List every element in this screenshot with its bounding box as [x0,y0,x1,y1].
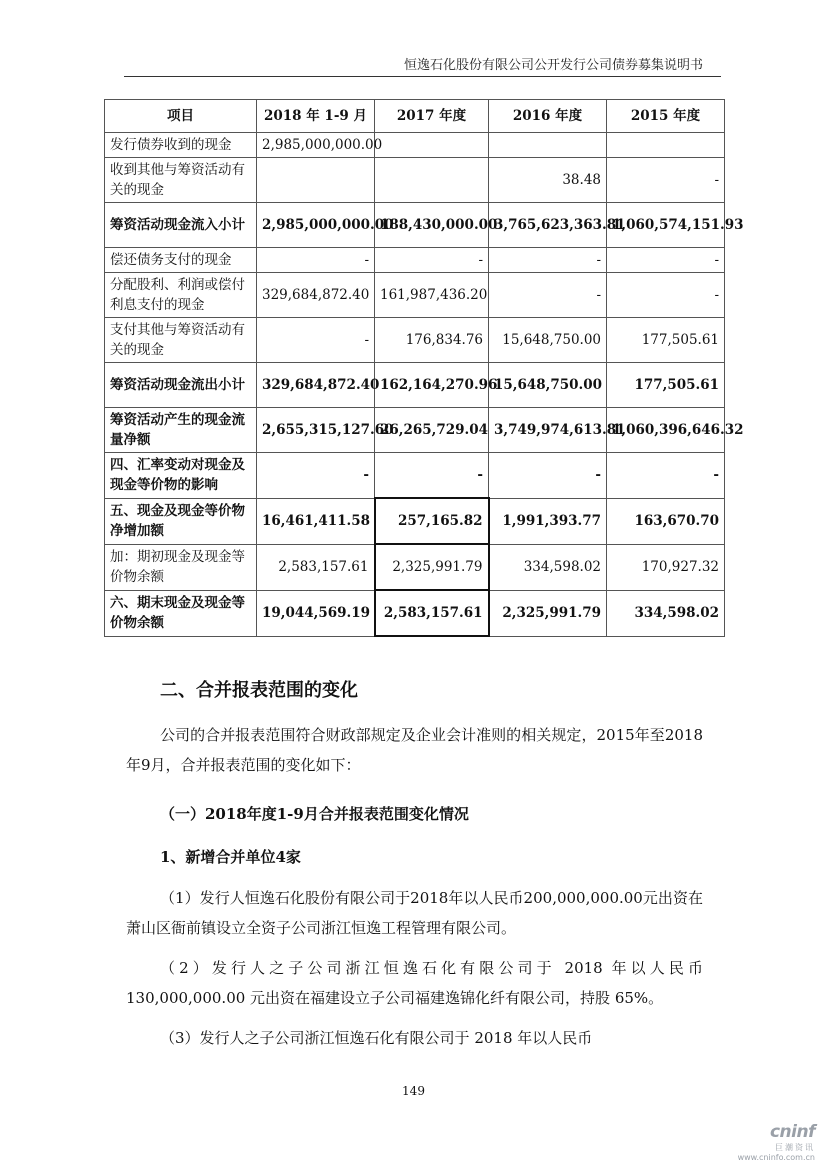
row-label: 五、现金及现金等价物净增加额 [105,498,257,544]
row-label: 六、期末现金及现金等价物余额 [105,590,257,636]
table-cell: 162,164,270.96 [375,363,489,408]
list-item: （1）发行人恒逸石化股份有限公司于2018年以人民币200,000,000.00元出资在萧山区衙前镇设立全资子公司浙江恒逸工程管理有限公司。 [126,889,703,937]
table-cell: - [607,248,725,273]
header-divider [124,76,721,77]
column-header: 2017 年度 [375,100,489,133]
table-cell [607,133,725,158]
logo-url: www.cninfo.com.cn [737,1153,815,1162]
table-cell: 188,430,000.00 [375,203,489,248]
table-cell-highlighted: 257,165.82 [375,498,489,544]
table-row [105,498,725,544]
table-cell: - [607,273,725,318]
table-cell [257,158,375,203]
table-row [105,203,725,248]
section-intro-paragraph: 公司的合并报表范围符合财政部规定及企业会计准则的相关规定，2015年至2018年9月，合并报表范围的变化如下： [126,726,703,774]
table-cell: 3,749,974,613.81 [489,408,607,453]
table-cell: 1,991,393.77 [489,498,607,544]
row-label: 发行债券收到的现金 [105,133,257,158]
table-header-row [105,100,725,133]
column-header: 2018 年 1-9 月 [257,100,375,133]
row-label: 筹资活动产生的现金流量净额 [105,408,257,453]
list-item: （2）发行人之子公司浙江恒逸石化有限公司于 2018 年以人民币130,000,000.00 元出资在福建设立子公司福建逸锦化纤有限公司，持股 65%。 [126,959,703,1007]
table-cell [375,158,489,203]
subsection-title: （一）2018年度1-9月合并报表范围变化情况 [160,805,469,823]
table-row [105,273,725,318]
table-cell: 2,985,000,000.00 [257,203,375,248]
list-item: （3）发行人之子公司浙江恒逸石化有限公司于 2018 年以人民币 [160,1029,593,1047]
cash-flow-table [104,99,744,637]
table-cell: 334,598.02 [489,544,607,590]
table-cell: - [489,453,607,499]
row-label: 四、汇率变动对现金及现金等价物的影响 [105,453,257,499]
table-cell: 170,927.32 [607,544,725,590]
table-cell: - [375,248,489,273]
logo-wordmark: cninf [769,1122,815,1142]
table-cell: 3,765,623,363.81 [489,203,607,248]
section-title: 二、合并报表范围的变化 [160,680,358,701]
table-row [105,318,725,363]
table-cell: 38.48 [489,158,607,203]
row-label: 收到其他与筹资活动有关的现金 [105,158,257,203]
table-cell: 2,583,157.61 [257,544,375,590]
table-row [105,408,725,453]
table-cell: 16,461,411.58 [257,498,375,544]
table-cell: 19,044,569.19 [257,590,375,636]
column-header: 2016 年度 [489,100,607,133]
table-cell: 2,985,000,000.00 [257,133,375,158]
document-header-title: 恒逸石化股份有限公司公开发行公司债券募集说明书 [403,58,703,73]
table-cell: 161,987,436.20 [375,273,489,318]
table-cell [375,133,489,158]
table-cell [489,133,607,158]
table-row [105,158,725,203]
table-cell: 177,505.61 [607,318,725,363]
table-cell: 15,648,750.00 [489,363,607,408]
table-cell: 2,655,315,127.60 [257,408,375,453]
table-cell: 1,060,396,646.32 [607,408,725,453]
table-cell: - [257,318,375,363]
row-label: 筹资活动现金流出小计 [105,363,257,408]
row-label: 分配股利、利润或偿付利息支付的现金 [105,273,257,318]
table-row [105,590,725,636]
cninfo-logo [738,1122,815,1162]
table-cell: 329,684,872.40 [257,273,375,318]
table-cell-highlighted: 2,583,157.61 [375,590,489,636]
table-cell: - [257,248,375,273]
table-cell: - [257,453,375,499]
table-row [105,453,725,499]
column-header: 2015 年度 [607,100,725,133]
table-cell: - [489,248,607,273]
table-cell: - [607,453,725,499]
table-cell: 26,265,729.04 [375,408,489,453]
table-cell: 176,834.76 [375,318,489,363]
table-cell: 163,670.70 [607,498,725,544]
table-cell: - [489,273,607,318]
row-label: 支付其他与筹资活动有关的现金 [105,318,257,363]
table-cell: 1,060,574,151.93 [607,203,725,248]
table-cell: - [607,158,725,203]
table-cell: 177,505.61 [607,363,725,408]
item-title: 1、新增合并单位4家 [160,848,301,866]
row-label: 偿还债务支付的现金 [105,248,257,273]
table-cell: 329,684,872.40 [257,363,375,408]
table-row [105,133,725,158]
table-cell: 2,325,991.79 [489,590,607,636]
table-row [105,363,725,408]
logo-chinese-name: 巨潮资讯 [775,1143,815,1152]
table-row [105,248,725,273]
table-cell: - [375,453,489,499]
column-header: 项目 [105,100,257,133]
table-cell: 15,648,750.00 [489,318,607,363]
table-cell-highlighted: 2,325,991.79 [375,544,489,590]
page-number: 149 [402,1084,425,1098]
table-row [105,544,725,590]
row-label: 加：期初现金及现金等价物余额 [105,544,257,590]
row-label: 筹资活动现金流入小计 [105,203,257,248]
table-cell: 334,598.02 [607,590,725,636]
